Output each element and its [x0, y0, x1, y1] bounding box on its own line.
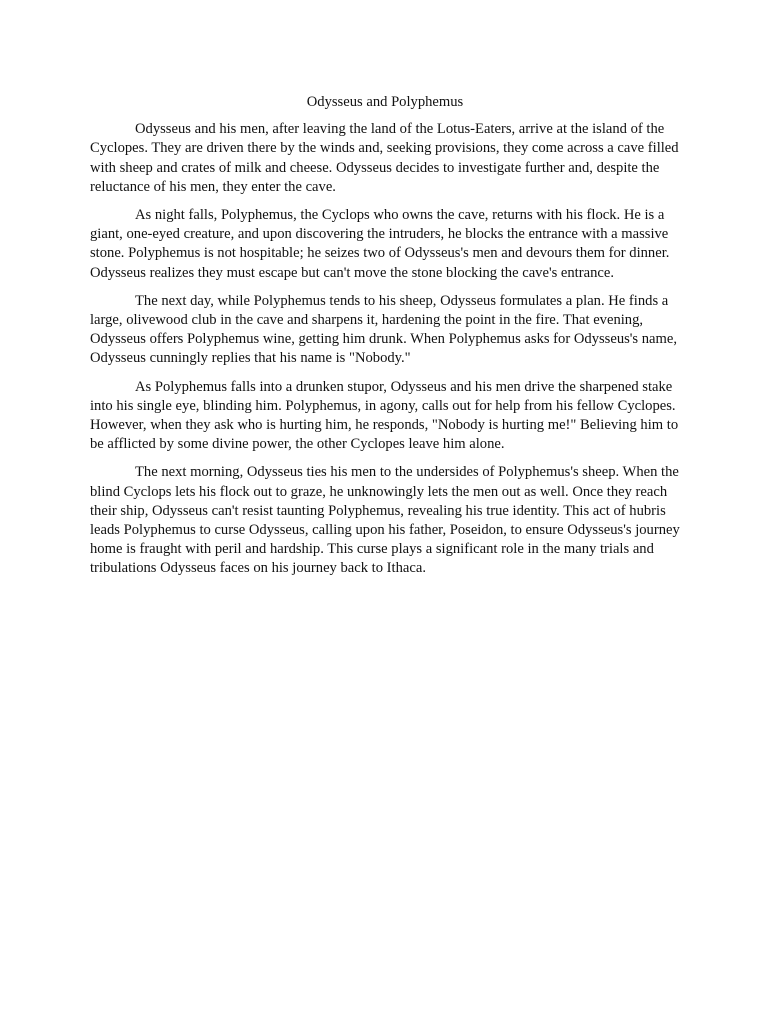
- paragraph-4: As Polyphemus falls into a drunken stupor, Odysseus and his men drive the sharpened stake into his single eye, blinding him. Polyphemus, in agony, calls out for help from his fellow Cyclopes. However, when they ask who is hurting him, he responds, "Nobody is hurting me!" Believing him to be afflicted by some divine power, the other Cyclopes leave him alone.: [90, 378, 679, 453]
- paragraph-2: As night falls, Polyphemus, the Cyclops who owns the cave, returns with his flock. He is a giant, one-eyed creature, and upon discovering the intruders, he blocks the entrance with a massive stone. Polyphemus is not hospitable; he seizes two of Odysseus's men and devours them for dinner. Odysseus realizes they must escape but can't move the stone blocking the cave's entrance.: [90, 207, 670, 281]
- paragraph-3: The next day, while Polyphemus tends to his sheep, Odysseus formulates a plan. He finds a large, olivewood club in the cave and sharpens it, hardening the point in the fire. That evening, Odysseus offers Polyphemus wine, getting him drunk. When Polyphemus asks for Odysseus's name, Odysseus cunningly replies that his name is "Nobody.": [90, 292, 678, 367]
- paragraph-5: The next morning, Odysseus ties his men to the undersides of Polyphemus's sheep. When the blind Cyclops lets his flock out to graze, he unknowingly lets the men out as well. Once they reach their ship, Odysseus can't resist taunting Polyphemus, revealing his true identity. This act of hubris leads Polyphemus to curse Odysseus, calling upon his father, Poseidon, to ensure Odysseus's journey home is fraught with peril and hardship. This curse plays a significant role in the many trials and tribulations Odysseus faces on his journey back to Ithaca.: [90, 464, 680, 577]
- document-title: Odysseus and Polyphemus: [306, 94, 464, 110]
- paragraph-1: Odysseus and his men, after leaving the land of the Lotus-Eaters, arrive at the island of the Cyclopes. They are driven there by the winds and, seeking provisions, they come across a cave filled with sheep and crates of milk and cheese. Odysseus decides to investigate further and, despite the reluctance of his men, they enter the cave.: [90, 121, 679, 195]
- document-body: [90, 93, 680, 588]
